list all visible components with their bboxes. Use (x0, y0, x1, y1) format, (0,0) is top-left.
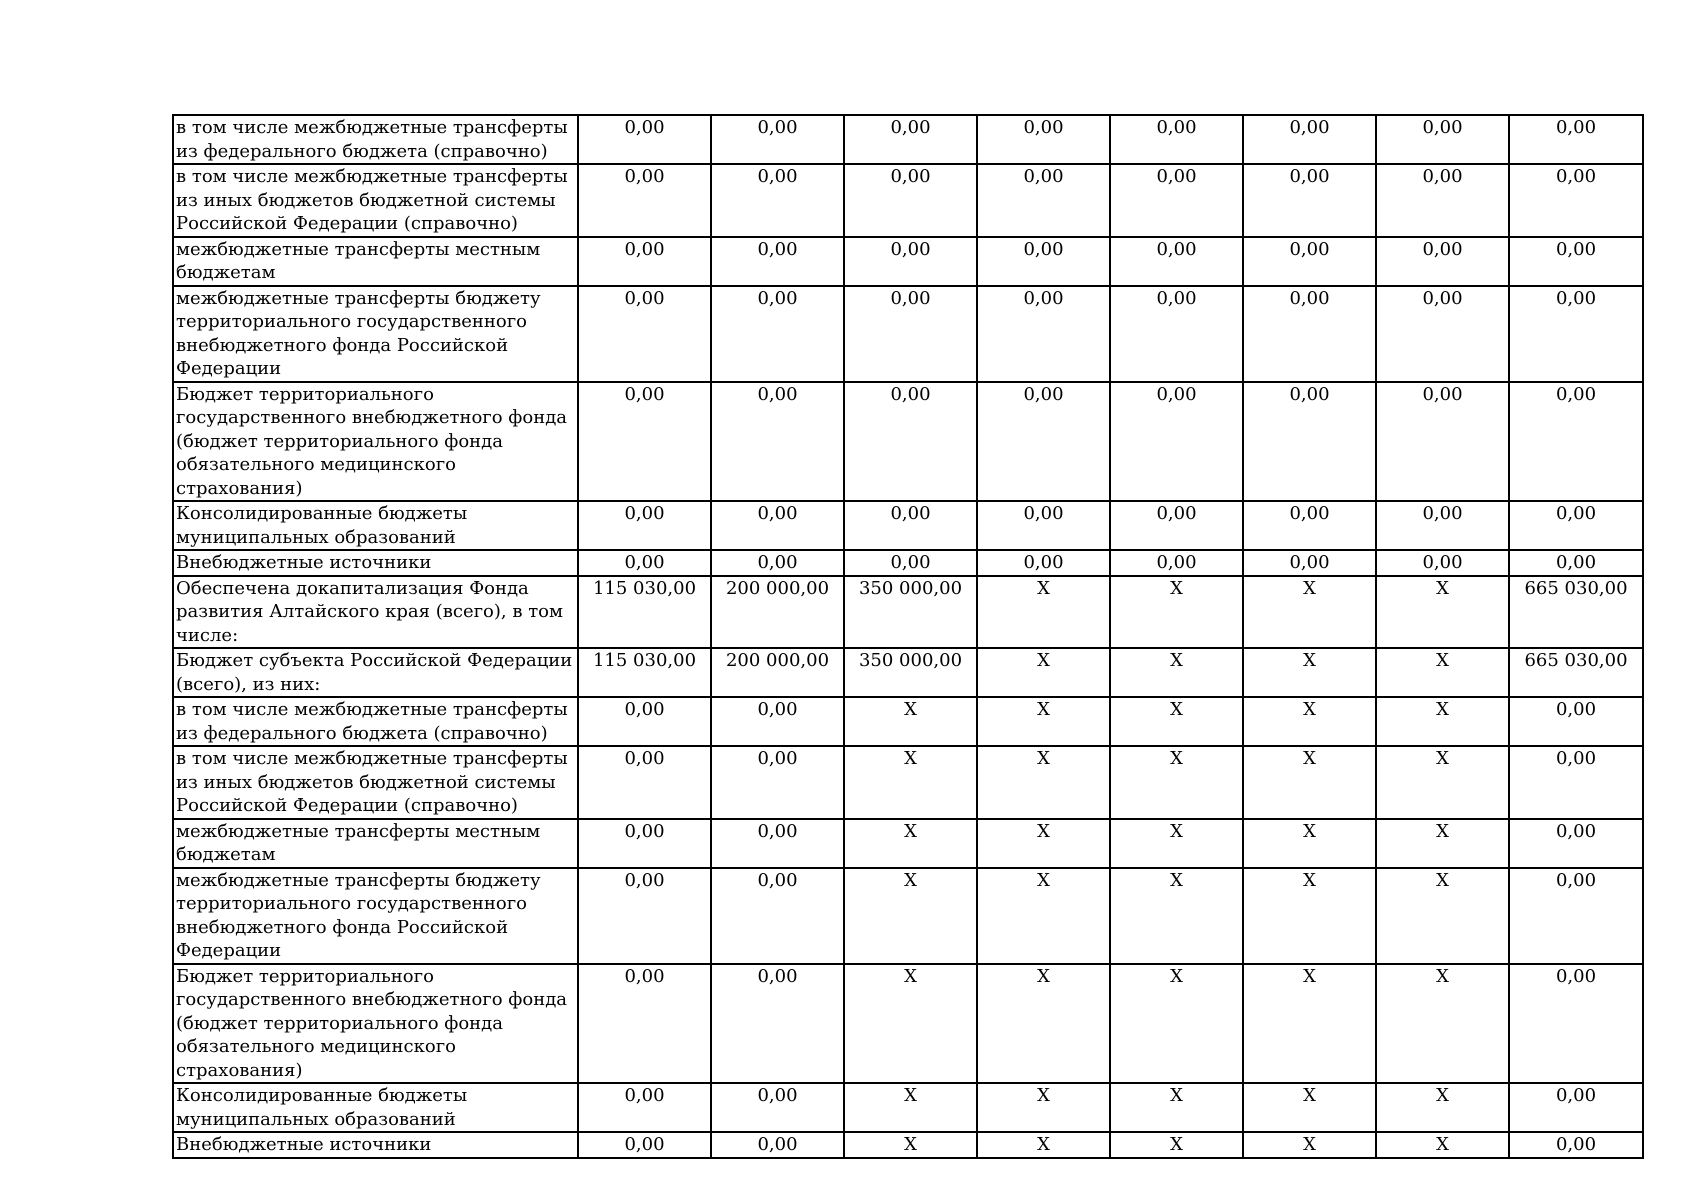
value-cell: 0,00 (1243, 164, 1376, 237)
value-cell: 0,00 (1110, 501, 1243, 550)
value-cell: X (844, 868, 977, 964)
value-cell: 0,00 (1376, 164, 1509, 237)
row-label: в том числе межбюджетные трансферты из федерального бюджета (справочно) (173, 697, 578, 746)
value-cell: 0,00 (578, 237, 711, 286)
value-cell: X (1376, 964, 1509, 1084)
value-cell: 0,00 (711, 115, 844, 164)
value-cell: 0,00 (711, 164, 844, 237)
value-cell: 0,00 (578, 550, 711, 576)
value-cell: X (1110, 819, 1243, 868)
value-cell: 115 030,00 (578, 576, 711, 649)
value-cell: 0,00 (977, 237, 1110, 286)
value-cell: 0,00 (578, 697, 711, 746)
value-cell: 0,00 (844, 382, 977, 502)
value-cell: X (1243, 746, 1376, 819)
value-cell: X (1376, 576, 1509, 649)
value-cell: X (1110, 576, 1243, 649)
value-cell: 0,00 (1509, 115, 1643, 164)
value-cell: 0,00 (1509, 164, 1643, 237)
value-cell: 0,00 (1110, 286, 1243, 382)
value-cell: 0,00 (844, 501, 977, 550)
value-cell: 0,00 (578, 1132, 711, 1158)
value-cell: 0,00 (977, 115, 1110, 164)
value-cell: 0,00 (1509, 286, 1643, 382)
value-cell: 0,00 (1243, 382, 1376, 502)
value-cell: X (1376, 1132, 1509, 1158)
row-label: Бюджет субъекта Российской Федерации (всего), из них: (173, 648, 578, 697)
value-cell: 665 030,00 (1509, 648, 1643, 697)
row-label: в том числе межбюджетные трансферты из иных бюджетов бюджетной системы Российской Федерации (справочно) (173, 164, 578, 237)
value-cell: 0,00 (578, 746, 711, 819)
value-cell: 0,00 (1376, 237, 1509, 286)
value-cell: 0,00 (1110, 237, 1243, 286)
value-cell: X (1110, 964, 1243, 1084)
table-row (173, 164, 1643, 237)
value-cell: 0,00 (578, 501, 711, 550)
value-cell: X (977, 576, 1110, 649)
value-cell: X (1376, 1083, 1509, 1132)
value-cell: 0,00 (977, 382, 1110, 502)
row-label: Внебюджетные источники (173, 1132, 578, 1158)
value-cell: X (1110, 1083, 1243, 1132)
value-cell: 0,00 (844, 237, 977, 286)
table-row (173, 697, 1643, 746)
value-cell: X (977, 868, 1110, 964)
value-cell: X (1243, 1132, 1376, 1158)
value-cell: 0,00 (711, 819, 844, 868)
value-cell: X (977, 648, 1110, 697)
value-cell: X (977, 819, 1110, 868)
value-cell: X (1376, 746, 1509, 819)
table-row (173, 868, 1643, 964)
value-cell: 0,00 (1110, 115, 1243, 164)
table-row (173, 501, 1643, 550)
value-cell: 0,00 (1376, 382, 1509, 502)
value-cell: 0,00 (1509, 501, 1643, 550)
value-cell: X (1243, 648, 1376, 697)
value-cell: X (1243, 819, 1376, 868)
value-cell: 0,00 (711, 1132, 844, 1158)
value-cell: 0,00 (1376, 501, 1509, 550)
value-cell: 0,00 (578, 819, 711, 868)
value-cell: 0,00 (578, 286, 711, 382)
value-cell: 0,00 (578, 382, 711, 502)
value-cell: 0,00 (1243, 115, 1376, 164)
value-cell: 0,00 (1509, 1132, 1643, 1158)
value-cell: 0,00 (1376, 286, 1509, 382)
row-label: в том числе межбюджетные трансферты из федерального бюджета (справочно) (173, 115, 578, 164)
value-cell: X (1110, 868, 1243, 964)
value-cell: X (844, 746, 977, 819)
value-cell: X (977, 746, 1110, 819)
row-label: Внебюджетные источники (173, 550, 578, 576)
value-cell: X (844, 1132, 977, 1158)
value-cell: X (1243, 868, 1376, 964)
value-cell: 0,00 (1509, 237, 1643, 286)
value-cell: 0,00 (977, 286, 1110, 382)
table-row (173, 382, 1643, 502)
budget-table (172, 114, 1644, 1159)
value-cell: 0,00 (1509, 550, 1643, 576)
row-label: межбюджетные трансферты бюджету территориального государственного внебюджетного фонда Российской Федерации (173, 286, 578, 382)
value-cell: 0,00 (1243, 501, 1376, 550)
value-cell: 200 000,00 (711, 648, 844, 697)
value-cell: 0,00 (711, 382, 844, 502)
value-cell: 350 000,00 (844, 648, 977, 697)
table-row (173, 648, 1643, 697)
value-cell: 0,00 (1243, 237, 1376, 286)
value-cell: 0,00 (1509, 382, 1643, 502)
table-row (173, 1083, 1643, 1132)
value-cell: X (1243, 1083, 1376, 1132)
value-cell: 0,00 (844, 286, 977, 382)
value-cell: 0,00 (844, 115, 977, 164)
row-label: межбюджетные трансферты бюджету территориального государственного внебюджетного фонда Российской Федерации (173, 868, 578, 964)
value-cell: 0,00 (578, 164, 711, 237)
value-cell: 0,00 (844, 164, 977, 237)
value-cell: 0,00 (1110, 164, 1243, 237)
row-label: межбюджетные трансферты местным бюджетам (173, 237, 578, 286)
value-cell: 0,00 (977, 550, 1110, 576)
row-label: Бюджет территориального государственного внебюджетного фонда (бюджет территориального фонда обязательного медицинского страхования) (173, 382, 578, 502)
value-cell: X (844, 819, 977, 868)
row-label: Обеспечена докапитализация Фонда развития Алтайского края (всего), в том числе: (173, 576, 578, 649)
table-row (173, 576, 1643, 649)
value-cell: X (1110, 648, 1243, 697)
value-cell: X (977, 964, 1110, 1084)
value-cell: 0,00 (578, 115, 711, 164)
value-cell: 0,00 (1509, 819, 1643, 868)
value-cell: 0,00 (711, 746, 844, 819)
table-body (173, 115, 1643, 1158)
value-cell: 0,00 (1376, 115, 1509, 164)
value-cell: 0,00 (977, 501, 1110, 550)
table-row (173, 819, 1643, 868)
value-cell: 665 030,00 (1509, 576, 1643, 649)
table-row (173, 550, 1643, 576)
value-cell: 0,00 (1509, 746, 1643, 819)
row-label: Консолидированные бюджеты муниципальных образований (173, 1083, 578, 1132)
value-cell: X (977, 697, 1110, 746)
row-label: в том числе межбюджетные трансферты из иных бюджетов бюджетной системы Российской Федерации (справочно) (173, 746, 578, 819)
table-row (173, 115, 1643, 164)
value-cell: 350 000,00 (844, 576, 977, 649)
value-cell: X (1243, 964, 1376, 1084)
value-cell: 0,00 (1110, 382, 1243, 502)
table-row (173, 964, 1643, 1084)
value-cell: X (1376, 648, 1509, 697)
value-cell: 200 000,00 (711, 576, 844, 649)
value-cell: 0,00 (1509, 1083, 1643, 1132)
value-cell: 0,00 (711, 868, 844, 964)
table-row (173, 286, 1643, 382)
table-row (173, 746, 1643, 819)
table-row (173, 1132, 1643, 1158)
value-cell: 0,00 (1509, 697, 1643, 746)
value-cell: X (1376, 868, 1509, 964)
value-cell: 0,00 (844, 550, 977, 576)
value-cell: 0,00 (578, 868, 711, 964)
table-row (173, 237, 1643, 286)
value-cell: X (1110, 1132, 1243, 1158)
value-cell: 0,00 (711, 1083, 844, 1132)
value-cell: 0,00 (977, 164, 1110, 237)
value-cell: 0,00 (1243, 550, 1376, 576)
value-cell: X (844, 1083, 977, 1132)
value-cell: 0,00 (1376, 550, 1509, 576)
value-cell: 0,00 (578, 1083, 711, 1132)
value-cell: X (1243, 576, 1376, 649)
value-cell: 0,00 (711, 550, 844, 576)
value-cell: 0,00 (711, 501, 844, 550)
value-cell: X (1110, 746, 1243, 819)
value-cell: 0,00 (1110, 550, 1243, 576)
value-cell: 0,00 (711, 697, 844, 746)
value-cell: 0,00 (711, 286, 844, 382)
value-cell: X (844, 697, 977, 746)
value-cell: X (1243, 697, 1376, 746)
value-cell: X (1376, 697, 1509, 746)
value-cell: 0,00 (1509, 868, 1643, 964)
value-cell: X (844, 964, 977, 1084)
value-cell: 0,00 (711, 964, 844, 1084)
value-cell: X (1110, 697, 1243, 746)
value-cell: 0,00 (711, 237, 844, 286)
value-cell: 0,00 (1509, 964, 1643, 1084)
row-label: Консолидированные бюджеты муниципальных образований (173, 501, 578, 550)
value-cell: X (1376, 819, 1509, 868)
value-cell: X (977, 1132, 1110, 1158)
row-label: межбюджетные трансферты местным бюджетам (173, 819, 578, 868)
value-cell: 115 030,00 (578, 648, 711, 697)
value-cell: 0,00 (578, 964, 711, 1084)
value-cell: X (977, 1083, 1110, 1132)
value-cell: 0,00 (1243, 286, 1376, 382)
row-label: Бюджет территориального государственного внебюджетного фонда (бюджет территориального фонда обязательного медицинского страхования) (173, 964, 578, 1084)
